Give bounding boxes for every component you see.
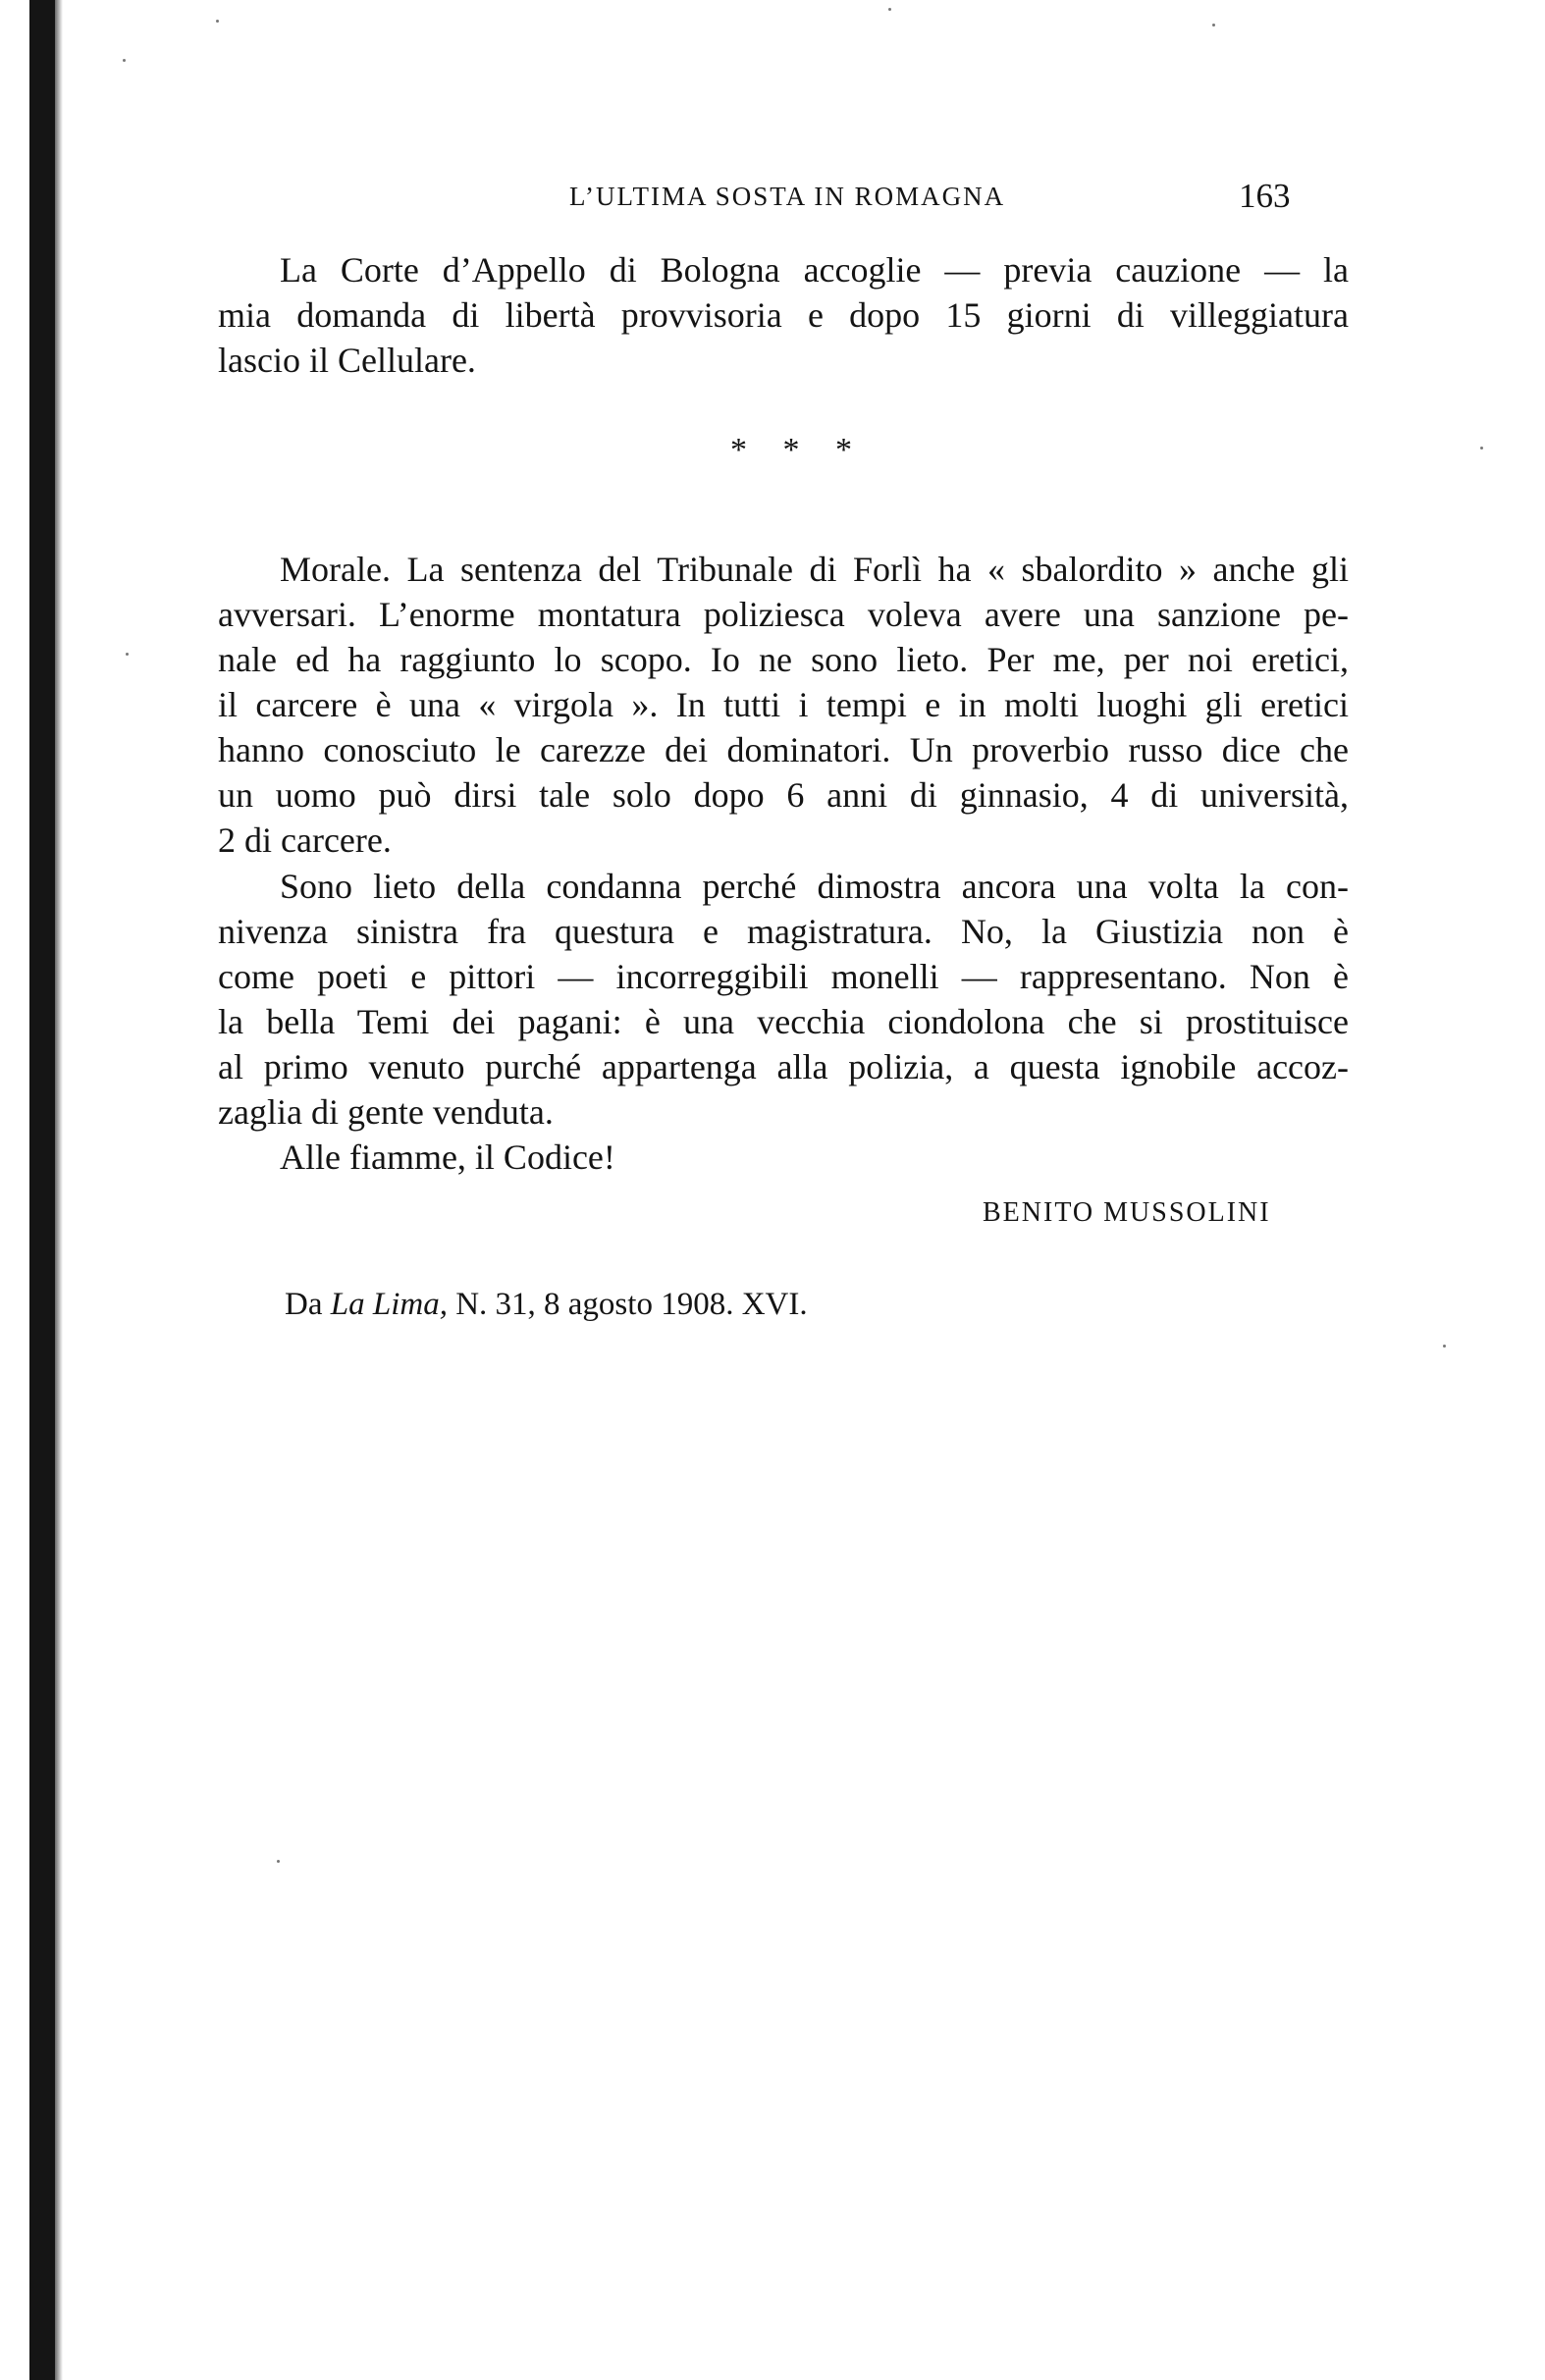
scan-speck [888, 8, 891, 11]
section-separator: * * * [730, 432, 866, 468]
text-line: il carcere è una « virgola ». In tutti i tempi e in molti luoghi gli eretici [218, 685, 1349, 724]
text-line: La Corte d’Appello di Bologna accoglie — previa cauzione — la [280, 250, 1349, 290]
text-line: hanno conosciuto le carezze dei dominatori. Un proverbio russo dice che [218, 730, 1349, 769]
scan-speck [123, 59, 126, 62]
text-line: Alle fiamme, il Codice! [280, 1137, 615, 1177]
scan-speck [277, 1860, 280, 1863]
page-binding-shadow [55, 0, 63, 2380]
text-line: al primo venuto purché appartenga alla polizia, a questa ignobile accoz- [218, 1047, 1349, 1086]
text-line: un uomo può dirsi tale solo dopo 6 anni di ginnasio, 4 di università, [218, 775, 1349, 815]
text-line: lascio il Cellulare. [218, 341, 476, 380]
text-line: la bella Temi dei pagani: è una vecchia ciondolona che si prostituisce [218, 1002, 1349, 1041]
text-line: Morale. La sentenza del Tribunale di Forlì ha « sbalordito » anche gli [280, 550, 1349, 589]
page-binding-edge [29, 0, 55, 2380]
author-signature: BENITO MUSSOLINI [983, 1197, 1271, 1228]
text-line: avversari. L’enorme montatura poliziesca voleva avere una sanzione pe- [218, 595, 1349, 634]
text-line: come poeti e pittori — incorreggibili monelli — rappresentano. Non è [218, 957, 1349, 996]
text-line: mia domanda di libertà provvisoria e dopo 15 giorni di villeggiatura [218, 295, 1349, 335]
publication-title: La Lima, [330, 1287, 448, 1322]
running-title: L’ULTIMA SOSTA IN ROMAGNA [569, 182, 1006, 211]
source-citation [285, 1287, 808, 1323]
scan-speck [1480, 447, 1483, 450]
text-line: nivenza sinistra fra questura e magistratura. No, la Giustizia non è [218, 912, 1349, 951]
text-line: nale ed ha raggiunto lo scopo. Io ne sono lieto. Per me, per noi eretici, [218, 640, 1349, 679]
text-line: zaglia di gente venduta. [218, 1092, 554, 1132]
scan-speck [1443, 1345, 1446, 1348]
scan-speck [126, 653, 129, 656]
source-prefix: Da [285, 1287, 331, 1322]
text-line: Sono lieto della condanna perché dimostra ancora una volta la con- [280, 867, 1349, 906]
scan-speck [1212, 24, 1215, 26]
source-details: N. 31, 8 agosto 1908. XVI. [447, 1287, 808, 1322]
page-number: 163 [1239, 177, 1291, 215]
scan-speck [216, 20, 219, 23]
text-line: 2 di carcere. [218, 820, 392, 860]
